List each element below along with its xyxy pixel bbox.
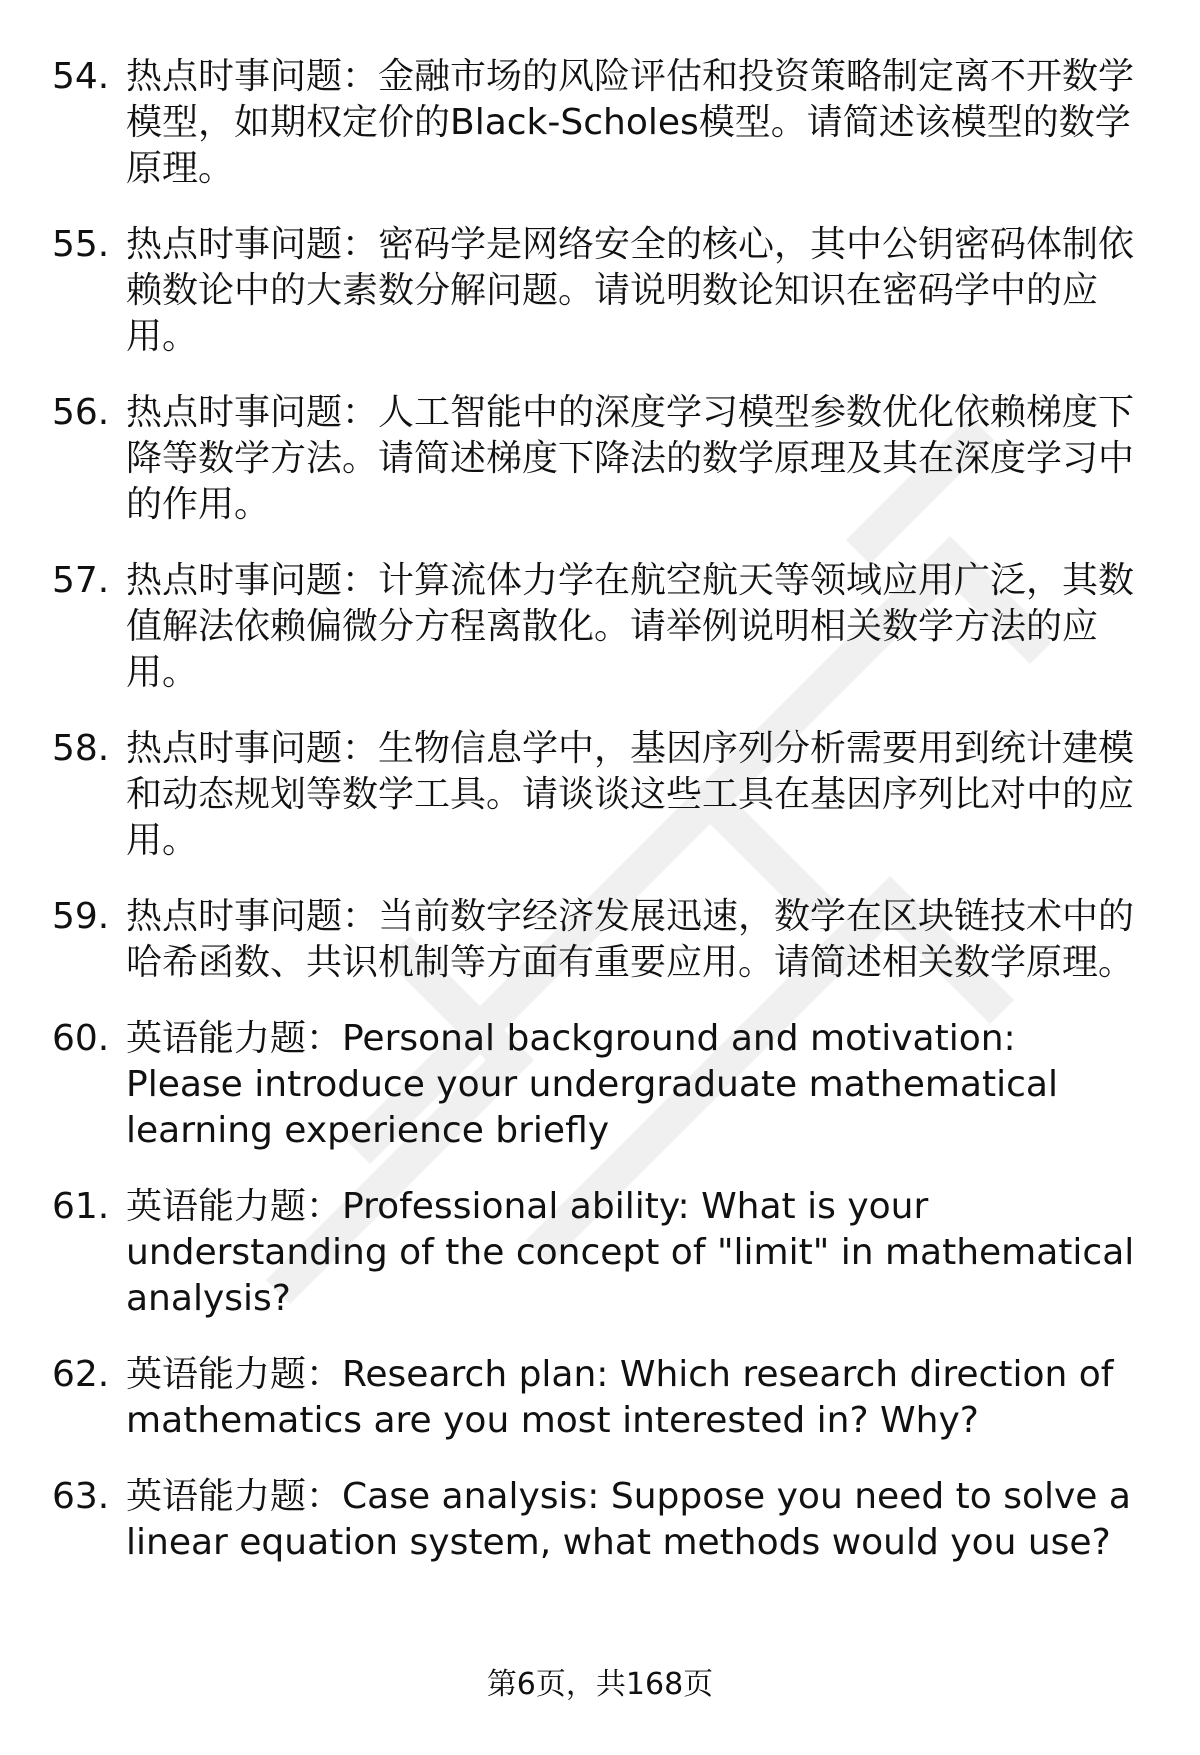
question-item xyxy=(52,390,1140,528)
question-item xyxy=(52,222,1140,360)
question-text: 热点时事问题：密码学是网络安全的核心，其中公钥密码体制依赖数论中的大素数分解问题。请说明数论知识在密码学中的应用。 xyxy=(126,224,1135,357)
question-text: 热点时事问题：当前数字经济发展迅速，数学在区块链技术中的哈希函数、共识机制等方面有重要应用。请简述相关数学原理。 xyxy=(126,896,1135,983)
question-number: 59. xyxy=(52,896,110,937)
question-text: 英语能力题：Research plan: Which research direction of mathematics are you most interested in? Why? xyxy=(126,1354,1114,1441)
question-number: 56. xyxy=(52,392,110,433)
question-item xyxy=(52,54,1140,192)
question-number: 61. xyxy=(52,1186,110,1227)
question-number: 54. xyxy=(52,56,110,97)
question-text: 英语能力题：Case analysis: Suppose you need to solve a linear equation system, what methods would you use? xyxy=(126,1476,1131,1563)
question-number: 60. xyxy=(52,1018,110,1059)
question-item xyxy=(52,1474,1140,1566)
question-number: 63. xyxy=(52,1476,110,1517)
question-text: 热点时事问题：生物信息学中，基因序列分析需要用到统计建模和动态规划等数学工具。请谈谈这些工具在基因序列比对中的应用。 xyxy=(126,728,1135,861)
question-text: 热点时事问题：人工智能中的深度学习模型参数优化依赖梯度下降等数学方法。请简述梯度下降法的数学原理及其在深度学习中的作用。 xyxy=(126,392,1135,525)
question-number: 57. xyxy=(52,560,110,601)
question-item xyxy=(52,894,1140,986)
question-number: 62. xyxy=(52,1354,110,1395)
question-text: 热点时事问题：金融市场的风险评估和投资策略制定离不开数学模型，如期权定价的Black-Scholes模型。请简述该模型的数学原理。 xyxy=(126,56,1135,189)
question-item xyxy=(52,1352,1140,1444)
page-indicator: 第6页，共168页 xyxy=(486,1667,714,1702)
question-item xyxy=(52,1016,1140,1154)
question-item xyxy=(52,1184,1140,1322)
question-text: 英语能力题：Personal background and motivation: Please introduce your undergraduate mathematical learning experience briefly xyxy=(126,1018,1058,1151)
question-text: 英语能力题：Professional ability: What is your understanding of the concept of "limit" in mathematical analysis? xyxy=(126,1186,1135,1319)
question-item xyxy=(52,726,1140,864)
question-text: 热点时事问题：计算流体力学在航空航天等领域应用广泛，其数值解法依赖偏微分方程离散化。请举例说明相关数学方法的应用。 xyxy=(126,560,1135,693)
question-number: 55. xyxy=(52,224,110,265)
question-item xyxy=(52,558,1140,696)
question-number: 58. xyxy=(52,728,110,769)
